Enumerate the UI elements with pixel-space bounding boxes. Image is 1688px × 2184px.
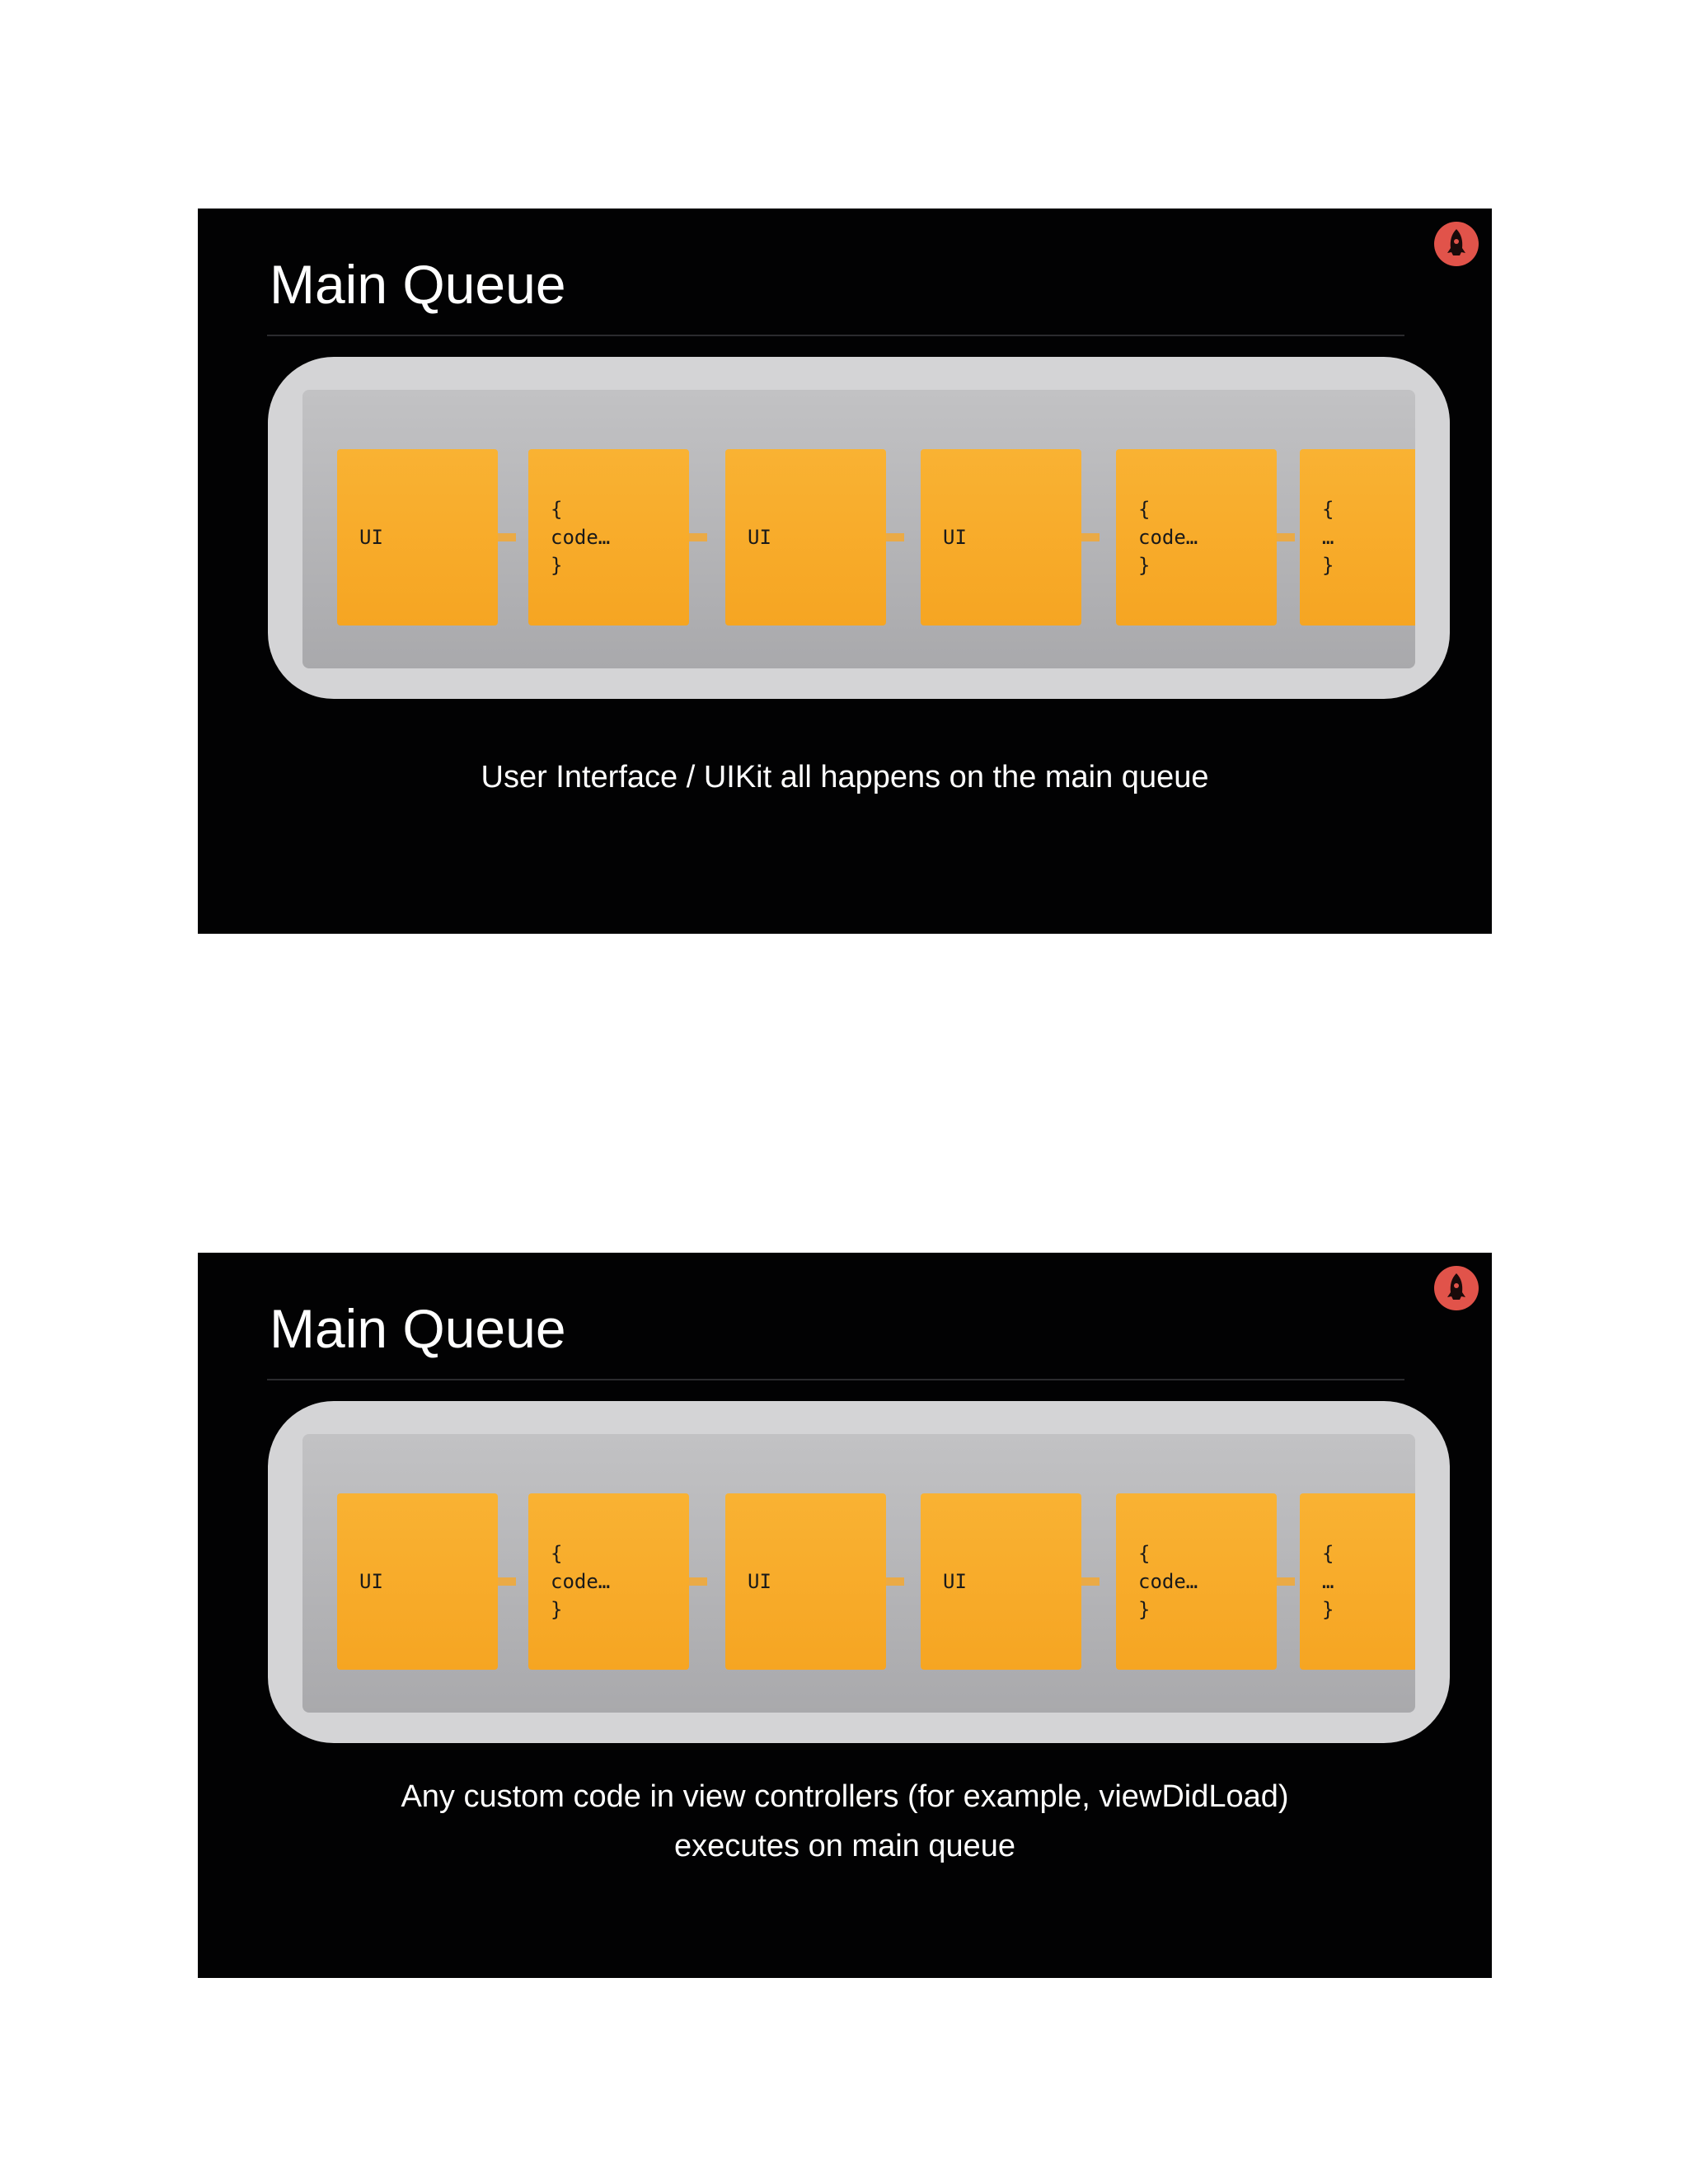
queue-connector bbox=[498, 1577, 516, 1586]
title-divider bbox=[267, 1379, 1404, 1380]
queue-connector bbox=[1081, 1577, 1100, 1586]
queue-block-code bbox=[1116, 1493, 1277, 1670]
block-line: } bbox=[551, 1598, 563, 1621]
slide-caption bbox=[198, 1772, 1492, 1871]
block-line: … bbox=[1322, 1570, 1334, 1593]
queue-block-ellipsis bbox=[1300, 449, 1415, 626]
queue-connector bbox=[886, 533, 904, 541]
queue-block-ellipsis bbox=[1300, 1493, 1415, 1670]
queue-block-code bbox=[1116, 449, 1277, 626]
queue-connector bbox=[1081, 533, 1100, 541]
block-line: } bbox=[1322, 1598, 1334, 1621]
rocket-icon bbox=[1434, 1266, 1479, 1310]
block-line: } bbox=[1138, 554, 1151, 577]
queue-connector bbox=[886, 1577, 904, 1586]
main-queue-container bbox=[268, 1401, 1450, 1743]
block-line: { bbox=[551, 498, 563, 521]
main-queue-track bbox=[302, 1434, 1415, 1713]
queue-block-ui bbox=[337, 1493, 498, 1670]
block-line: UI bbox=[359, 1570, 383, 1593]
block-line: code… bbox=[551, 526, 611, 549]
caption-line: Any custom code in view controllers (for example, viewDidLoad) bbox=[401, 1779, 1289, 1814]
block-line: } bbox=[1322, 554, 1334, 577]
block-line: … bbox=[1322, 526, 1334, 549]
block-line: UI bbox=[943, 526, 967, 549]
queue-block-ui bbox=[725, 449, 886, 626]
block-line: { bbox=[1322, 1542, 1334, 1565]
caption-line: User Interface / UIKit all happens on the main queue bbox=[481, 760, 1209, 794]
block-line: { bbox=[1138, 1542, 1151, 1565]
block-line: { bbox=[551, 1542, 563, 1565]
queue-connector bbox=[1277, 533, 1295, 541]
slide-title: Main Queue bbox=[270, 254, 566, 315]
caption-line: executes on main queue bbox=[673, 1829, 1016, 1863]
queue-block-ui bbox=[921, 449, 1081, 626]
queue-block-code bbox=[528, 449, 689, 626]
block-line: } bbox=[1138, 1598, 1151, 1621]
queue-connector bbox=[1277, 1577, 1295, 1586]
queue-block-ui bbox=[725, 1493, 886, 1670]
queue-block-ui bbox=[921, 1493, 1081, 1670]
block-line: UI bbox=[359, 526, 383, 549]
block-line: { bbox=[1138, 498, 1151, 521]
block-line: } bbox=[551, 554, 563, 577]
block-line: UI bbox=[943, 1570, 967, 1593]
title-divider bbox=[267, 335, 1404, 336]
queue-block-ui bbox=[337, 449, 498, 626]
block-line: code… bbox=[1138, 526, 1198, 549]
slide-caption bbox=[198, 752, 1492, 802]
rocket-icon bbox=[1434, 222, 1479, 266]
slide-2 bbox=[198, 1253, 1492, 1978]
block-line: { bbox=[1322, 498, 1334, 521]
queue-connector bbox=[498, 533, 516, 541]
queue-connector bbox=[689, 1577, 707, 1586]
main-queue-container bbox=[268, 357, 1450, 699]
queue-block-code bbox=[528, 1493, 689, 1670]
block-line: UI bbox=[748, 1570, 771, 1593]
block-line: UI bbox=[748, 526, 771, 549]
queue-connector bbox=[689, 533, 707, 541]
block-line: code… bbox=[1138, 1570, 1198, 1593]
slide-1 bbox=[198, 209, 1492, 934]
slide-title: Main Queue bbox=[270, 1298, 566, 1359]
main-queue-track bbox=[302, 390, 1415, 668]
block-line: code… bbox=[551, 1570, 611, 1593]
